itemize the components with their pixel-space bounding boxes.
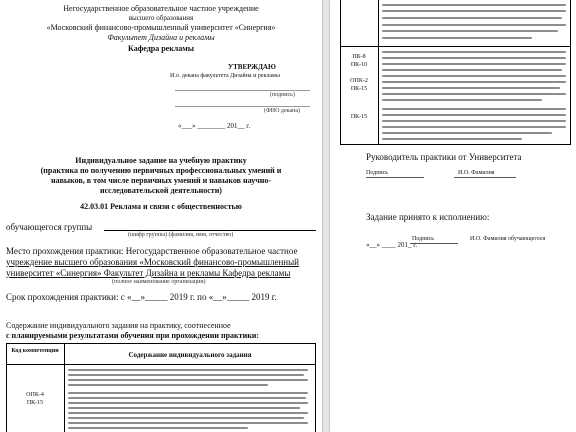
student-name: И.О. Фамилия обучающегося <box>470 236 546 242</box>
header-line: высшего образования <box>128 14 194 22</box>
approve-role: И.о. декана факультета Дизайна и рекламы <box>170 73 280 79</box>
group-caption: (шифр группы) (фамилия, имя, отчество) <box>128 232 234 238</box>
place-caption: (полное наименование организации) <box>112 279 206 285</box>
table-row-code: ПК-15 <box>350 86 368 92</box>
table-row-code: ПК-8 <box>352 54 366 60</box>
place-text-line: Место прохождения практики: Негосударственное образовательное частное <box>6 246 298 256</box>
task-title-line: (практика по получению первичных профессиональных умений и <box>40 166 282 175</box>
task-title-line: навыков, в том числе первичных умений и навыков научно- <box>51 176 271 185</box>
department-name: Кафедра рекламы <box>128 44 194 53</box>
place-text-line: университет «Синергия» Факультет Дизайна и рекламы Кафедра рекламы <box>6 268 291 278</box>
student-date: «__» ____ 201_ г. <box>366 241 418 249</box>
content-heading-line: с планируемыми результатами обучения при прохождении практики: <box>6 331 260 340</box>
table-row-code: ОПК-2 <box>350 78 368 84</box>
table-row-code: ОПК-4 <box>26 392 44 398</box>
task-title-line: исследовательской деятельности) <box>100 186 222 195</box>
program-code: 42.03.01 Реклама и связи с общественностью <box>80 202 242 211</box>
accepted-label: Задание принято к исполнению: <box>366 212 490 222</box>
dates-line: Срок прохождения практики: с «__»_____ 2019 г. по «__»_____ 2019 г. <box>6 292 277 302</box>
document-page-2 <box>330 0 576 432</box>
supervisor-label: Руководитель практики от Университета <box>366 152 522 162</box>
faculty-name: Факультет Дизайна и рекламы <box>107 33 215 42</box>
task-title: Индивидуальное задание на учебную практику <box>75 156 247 165</box>
approve-date: «___» ________ 201__ г. <box>178 122 251 130</box>
table-row-code: ПК-15 <box>350 114 368 120</box>
supervisor-signature: Подпись <box>366 170 389 176</box>
supervisor-name: И.О. Фамилия <box>458 170 495 176</box>
student-signature: Подпись <box>412 236 435 242</box>
table-row-code: ПК-10 <box>350 62 368 68</box>
table-header-content: Содержание индивидуального задания <box>128 351 252 359</box>
content-heading: Содержание индивидуального задания на практику, соотнесенное <box>6 321 231 330</box>
approve-title: УТВЕРЖДАЮ <box>228 63 276 71</box>
place-text-line: учреждение высшего образования «Московский финансово-промышленный <box>6 257 299 267</box>
header-line: Негосударственное образовательное частное учреждение <box>63 4 259 13</box>
group-label: обучающегося группы <box>6 222 93 232</box>
approve-name-caption: (ФИО декана) <box>264 108 300 114</box>
header-line: «Московский финансово-промышленный университет «Синергия» <box>46 23 276 32</box>
table-row-code: ПК-15 <box>26 400 44 406</box>
approve-signature-caption: (подпись) <box>270 92 295 98</box>
table-header-code: Код компетенции <box>11 348 59 354</box>
